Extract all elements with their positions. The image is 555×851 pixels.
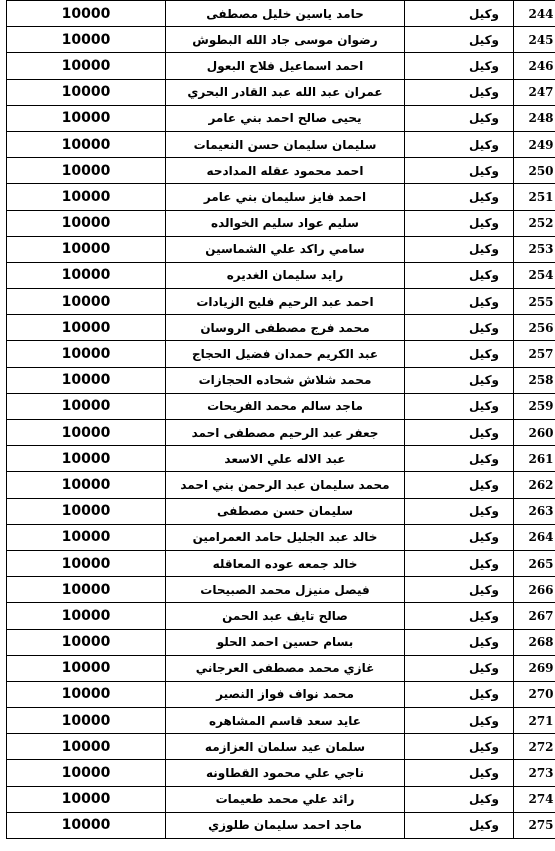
table-row: [7, 236, 555, 262]
amount-cell: 10000: [7, 812, 166, 838]
role-cell: وكيل: [405, 760, 514, 786]
amount-cell: 10000: [7, 53, 166, 79]
name-cell: ماجد احمد سليمان طلوزي: [166, 812, 405, 838]
table-row: [7, 786, 555, 812]
number-cell: 249: [514, 131, 555, 157]
amount-cell: 10000: [7, 315, 166, 341]
role-cell: وكيل: [405, 708, 514, 734]
table-row: [7, 315, 555, 341]
table-row: [7, 367, 555, 393]
name-cell: احمد فايز سليمان بني عامر: [166, 184, 405, 210]
role-cell: وكيل: [405, 184, 514, 210]
amount-cell: 10000: [7, 655, 166, 681]
table-row: [7, 629, 555, 655]
role-cell: وكيل: [405, 1, 514, 27]
role-cell: وكيل: [405, 262, 514, 288]
number-cell: 272: [514, 734, 555, 760]
name-cell: سلمان عيد سلمان العزازمه: [166, 734, 405, 760]
role-cell: وكيل: [405, 786, 514, 812]
name-cell: احمد عبد الرحيم فليح الزيادات: [166, 289, 405, 315]
role-cell: وكيل: [405, 236, 514, 262]
number-cell: 268: [514, 629, 555, 655]
role-cell: وكيل: [405, 524, 514, 550]
amount-cell: 10000: [7, 210, 166, 236]
amount-cell: 10000: [7, 158, 166, 184]
name-cell: احمد اسماعيل فلاح البعول: [166, 53, 405, 79]
number-cell: 265: [514, 550, 555, 576]
role-cell: وكيل: [405, 158, 514, 184]
table-row: [7, 393, 555, 419]
number-cell: 256: [514, 315, 555, 341]
name-cell: ناجي علي محمود القطاونه: [166, 760, 405, 786]
role-cell: وكيل: [405, 681, 514, 707]
role-cell: وكيل: [405, 812, 514, 838]
role-cell: وكيل: [405, 734, 514, 760]
name-cell: جعفر عبد الرحيم مصطفى احمد: [166, 420, 405, 446]
table-row: [7, 210, 555, 236]
name-cell: عبد الكريم حمدان فضيل الحجاج: [166, 341, 405, 367]
amount-cell: 10000: [7, 734, 166, 760]
role-cell: وكيل: [405, 341, 514, 367]
name-cell: سليم عواد سليم الخوالده: [166, 210, 405, 236]
table-row: [7, 158, 555, 184]
number-cell: 248: [514, 105, 555, 131]
number-cell: 250: [514, 158, 555, 184]
amount-cell: 10000: [7, 708, 166, 734]
number-cell: 258: [514, 367, 555, 393]
number-cell: 257: [514, 341, 555, 367]
number-cell: 254: [514, 262, 555, 288]
role-cell: وكيل: [405, 446, 514, 472]
name-cell: بسام حسين احمد الحلو: [166, 629, 405, 655]
amount-cell: 10000: [7, 577, 166, 603]
role-cell: وكيل: [405, 603, 514, 629]
role-cell: وكيل: [405, 105, 514, 131]
amount-cell: 10000: [7, 367, 166, 393]
number-cell: 261: [514, 446, 555, 472]
amount-cell: 10000: [7, 760, 166, 786]
number-cell: 264: [514, 524, 555, 550]
amount-cell: 10000: [7, 498, 166, 524]
table-row: [7, 603, 555, 629]
table-row: [7, 708, 555, 734]
table-body: [7, 1, 555, 839]
role-cell: وكيل: [405, 550, 514, 576]
role-cell: وكيل: [405, 472, 514, 498]
number-cell: 260: [514, 420, 555, 446]
amount-cell: 10000: [7, 786, 166, 812]
amount-cell: 10000: [7, 681, 166, 707]
name-cell: رايد سليمان الغديره: [166, 262, 405, 288]
name-cell: سليمان حسن مصطفى: [166, 498, 405, 524]
name-cell: رائد علي محمد طعيمات: [166, 786, 405, 812]
number-cell: 270: [514, 681, 555, 707]
table-row: [7, 341, 555, 367]
table-row: [7, 577, 555, 603]
role-cell: وكيل: [405, 393, 514, 419]
names-table: [6, 0, 555, 839]
table-row: [7, 524, 555, 550]
name-cell: سامي راكد علي الشماسين: [166, 236, 405, 262]
number-cell: 269: [514, 655, 555, 681]
number-cell: 262: [514, 472, 555, 498]
name-cell: عمران عبد الله عبد القادر البحري: [166, 79, 405, 105]
name-cell: فيصل منيزل محمد الصبيحات: [166, 577, 405, 603]
role-cell: وكيل: [405, 27, 514, 53]
name-cell: عايد سعد قاسم المشاهره: [166, 708, 405, 734]
name-cell: خالد عبد الجليل حامد العمرامين: [166, 524, 405, 550]
name-cell: محمد شلاش شحاده الحجازات: [166, 367, 405, 393]
number-cell: 253: [514, 236, 555, 262]
name-cell: خالد جمعه عوده المعاقله: [166, 550, 405, 576]
amount-cell: 10000: [7, 603, 166, 629]
amount-cell: 10000: [7, 524, 166, 550]
name-cell: عبد الاله علي الاسعد: [166, 446, 405, 472]
amount-cell: 10000: [7, 184, 166, 210]
amount-cell: 10000: [7, 27, 166, 53]
amount-cell: 10000: [7, 289, 166, 315]
name-cell: محمد سليمان عبد الرحمن بني احمد: [166, 472, 405, 498]
name-cell: محمد نواف فواز النصير: [166, 681, 405, 707]
amount-cell: 10000: [7, 393, 166, 419]
role-cell: وكيل: [405, 420, 514, 446]
table-row: [7, 184, 555, 210]
amount-cell: 10000: [7, 262, 166, 288]
role-cell: وكيل: [405, 289, 514, 315]
number-cell: 252: [514, 210, 555, 236]
role-cell: وكيل: [405, 367, 514, 393]
number-cell: 245: [514, 27, 555, 53]
amount-cell: 10000: [7, 79, 166, 105]
table-row: [7, 27, 555, 53]
amount-cell: 10000: [7, 1, 166, 27]
number-cell: 259: [514, 393, 555, 419]
role-cell: وكيل: [405, 131, 514, 157]
table-row: [7, 760, 555, 786]
amount-cell: 10000: [7, 472, 166, 498]
table-row: [7, 655, 555, 681]
amount-cell: 10000: [7, 446, 166, 472]
table-row: [7, 53, 555, 79]
table-row: [7, 734, 555, 760]
table-row: [7, 131, 555, 157]
number-cell: 275: [514, 812, 555, 838]
name-cell: غازي محمد مصطفى العرجاني: [166, 655, 405, 681]
amount-cell: 10000: [7, 550, 166, 576]
name-cell: ماجد سالم محمد الفريحات: [166, 393, 405, 419]
number-cell: 273: [514, 760, 555, 786]
table-row: [7, 681, 555, 707]
number-cell: 246: [514, 53, 555, 79]
role-cell: وكيل: [405, 498, 514, 524]
table-row: [7, 420, 555, 446]
role-cell: وكيل: [405, 53, 514, 79]
amount-cell: 10000: [7, 131, 166, 157]
number-cell: 255: [514, 289, 555, 315]
table-row: [7, 289, 555, 315]
amount-cell: 10000: [7, 341, 166, 367]
number-cell: 247: [514, 79, 555, 105]
role-cell: وكيل: [405, 629, 514, 655]
role-cell: وكيل: [405, 79, 514, 105]
name-cell: احمد محمود عقله المدادحه: [166, 158, 405, 184]
amount-cell: 10000: [7, 420, 166, 446]
name-cell: حامد ياسين خليل مصطفى: [166, 1, 405, 27]
number-cell: 274: [514, 786, 555, 812]
amount-cell: 10000: [7, 105, 166, 131]
role-cell: وكيل: [405, 210, 514, 236]
role-cell: وكيل: [405, 655, 514, 681]
name-cell: رضوان موسى جاد الله البطوش: [166, 27, 405, 53]
name-cell: يحيى صالح احمد بني عامر: [166, 105, 405, 131]
name-cell: سليمان سليمان حسن النعيمات: [166, 131, 405, 157]
table-row: [7, 262, 555, 288]
amount-cell: 10000: [7, 629, 166, 655]
role-cell: وكيل: [405, 315, 514, 341]
number-cell: 251: [514, 184, 555, 210]
number-cell: 244: [514, 1, 555, 27]
table-row: [7, 1, 555, 27]
number-cell: 266: [514, 577, 555, 603]
table-row: [7, 812, 555, 838]
name-cell: صالح تايف عبد الحمن: [166, 603, 405, 629]
number-cell: 267: [514, 603, 555, 629]
name-cell: محمد فرج مصطفى الروسان: [166, 315, 405, 341]
number-cell: 271: [514, 708, 555, 734]
table-row: [7, 550, 555, 576]
table-row: [7, 105, 555, 131]
table-row: [7, 498, 555, 524]
amount-cell: 10000: [7, 236, 166, 262]
table-row: [7, 446, 555, 472]
table-row: [7, 79, 555, 105]
role-cell: وكيل: [405, 577, 514, 603]
number-cell: 263: [514, 498, 555, 524]
table-row: [7, 472, 555, 498]
document-page: [6, 0, 554, 839]
